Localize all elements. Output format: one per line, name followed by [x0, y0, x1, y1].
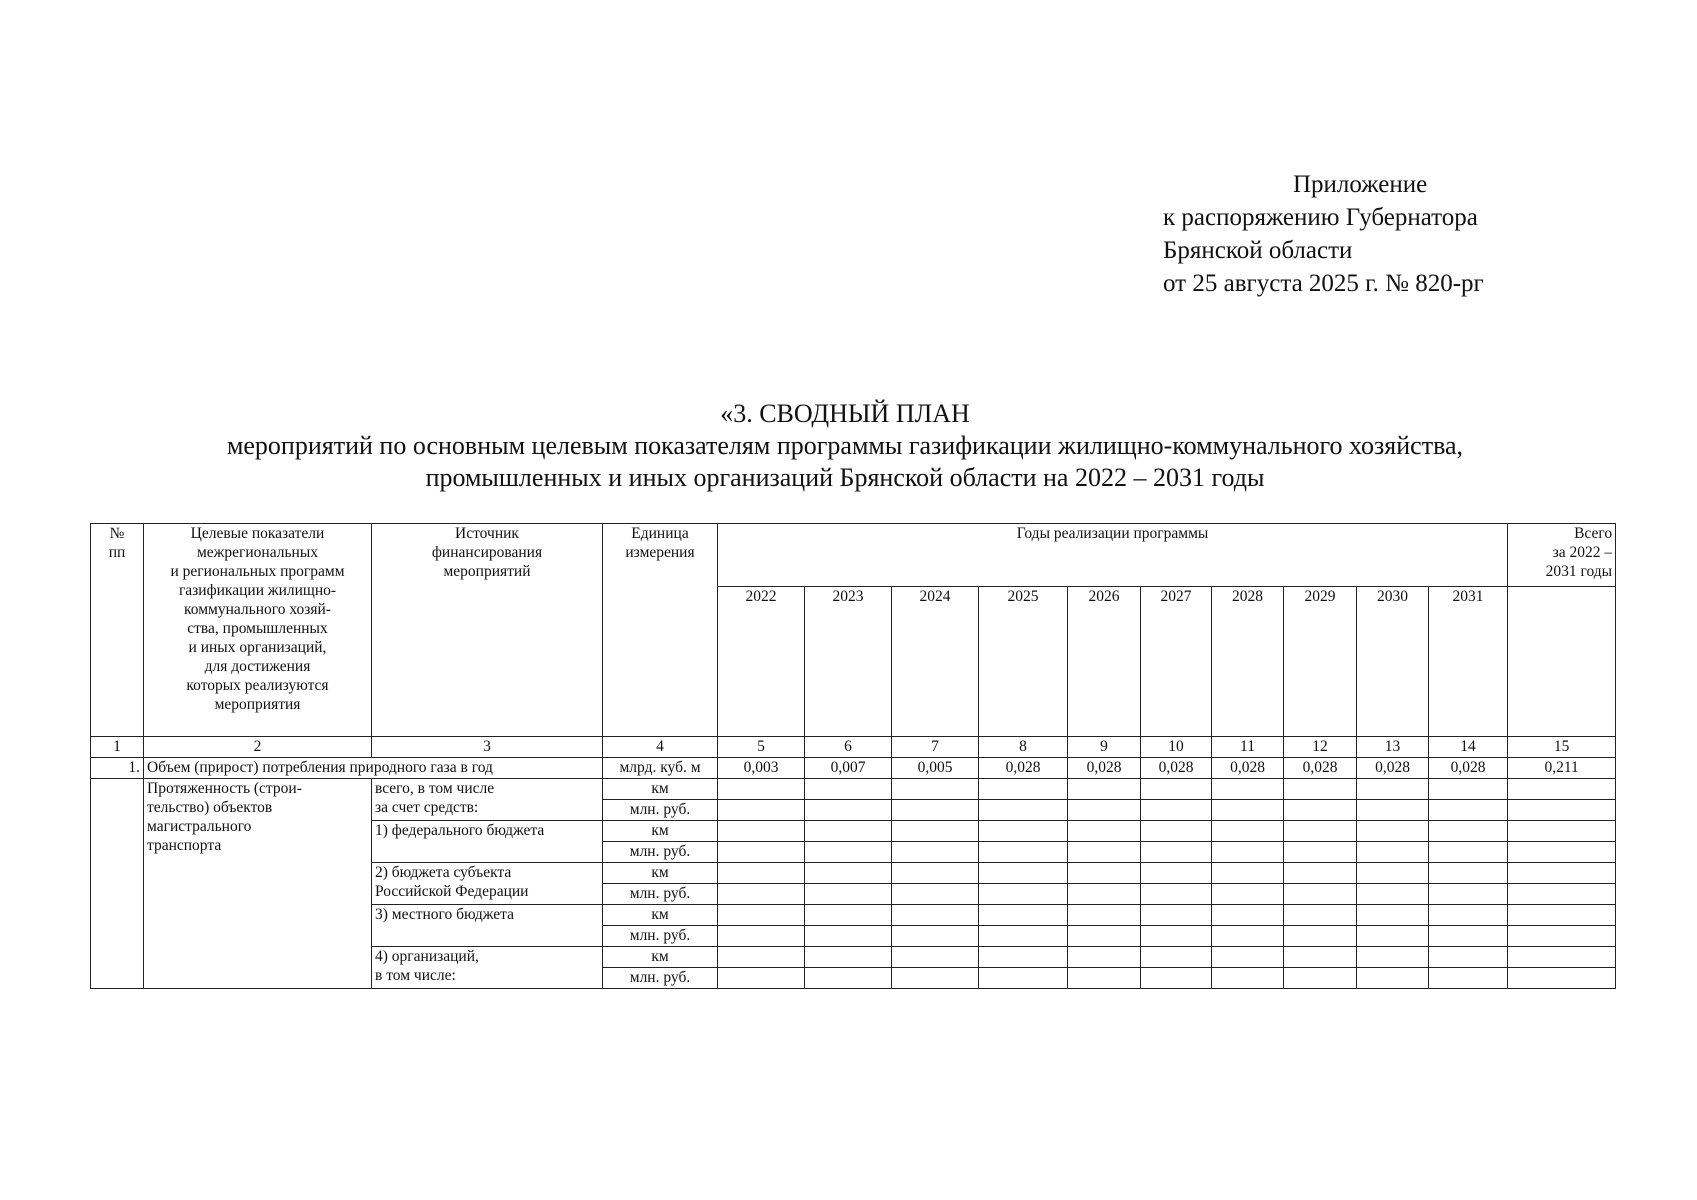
title-line: мероприятий по основным целевым показателям программы газификации жилищно-коммунального хозяйства,: [226, 431, 1464, 460]
empty-cell: [805, 884, 892, 905]
empty-cell: [1212, 863, 1284, 884]
total-cell: 0,211: [1508, 758, 1616, 779]
empty-cell: [1357, 905, 1429, 926]
empty-cell: [1141, 968, 1212, 989]
header-year: 2028: [1212, 587, 1284, 737]
empty-cell: [718, 968, 805, 989]
header-source: Источник финансирования мероприятий: [372, 524, 603, 737]
empty-cell: [1068, 884, 1141, 905]
empty-cell: [805, 947, 892, 968]
empty-cell: [1284, 821, 1357, 842]
empty-cell: [1212, 926, 1284, 947]
title-line: промышленных и иных организаций Брянской области на 2022 – 2031 годы: [425, 463, 1265, 492]
empty-cell: [979, 926, 1068, 947]
empty-cell: [1141, 884, 1212, 905]
empty-cell: [1357, 800, 1429, 821]
empty-cell: [718, 779, 805, 800]
empty-cell: [1508, 821, 1616, 842]
empty-cell: [1212, 968, 1284, 989]
empty-cell: [1068, 968, 1141, 989]
empty-cell: [1212, 800, 1284, 821]
document-title: [90, 398, 1600, 494]
empty-cell: [892, 800, 979, 821]
empty-cell: [1212, 884, 1284, 905]
empty-cell: [892, 884, 979, 905]
empty-cell: [979, 884, 1068, 905]
empty-cell: [1429, 884, 1508, 905]
value-cell: 0,028: [979, 758, 1068, 779]
table-row: [91, 779, 1616, 800]
empty-cell: [1357, 884, 1429, 905]
table-row: [91, 758, 1616, 779]
unit-cell: км: [603, 905, 718, 926]
empty-cell: [892, 926, 979, 947]
header-year: 2022: [718, 587, 805, 737]
empty-cell: [718, 863, 805, 884]
col-number: 12: [1284, 737, 1357, 758]
unit-cell: млн. руб.: [603, 968, 718, 989]
empty-cell: [1508, 884, 1616, 905]
header-year: 2029: [1284, 587, 1357, 737]
source-cell: 1) федерального бюджета: [372, 821, 603, 863]
empty-cell: [1068, 905, 1141, 926]
unit-cell: км: [603, 779, 718, 800]
empty-cell: [892, 821, 979, 842]
header-indicator: Целевые показатели межрегиональных и региональных программ газификации жилищно- коммунального хозяй- ства, промышленных и иных организаций, для достижения которых реализуются мероприятия: [144, 524, 372, 737]
empty-cell: [1357, 821, 1429, 842]
empty-cell: [1141, 779, 1212, 800]
empty-cell: [1141, 947, 1212, 968]
row-number: 1.: [91, 758, 144, 779]
appendix-line: Брянской области: [1163, 237, 1353, 264]
empty-cell: [1357, 926, 1429, 947]
empty-cell: [1429, 863, 1508, 884]
empty-cell: [1429, 821, 1508, 842]
unit-cell: млн. руб.: [603, 800, 718, 821]
header-year: 2031: [1429, 587, 1508, 737]
source-cell: 2) бюджета субъекта Российской Федерации: [372, 863, 603, 905]
value-cell: 0,007: [805, 758, 892, 779]
empty-cell: [1429, 905, 1508, 926]
empty-cell: [1429, 968, 1508, 989]
header-total-empty: [1508, 587, 1616, 737]
empty-cell: [1429, 947, 1508, 968]
empty-cell: [892, 968, 979, 989]
empty-cell: [1212, 821, 1284, 842]
empty-cell: [805, 842, 892, 863]
empty-cell: [718, 905, 805, 926]
header-year: 2030: [1357, 587, 1429, 737]
empty-cell: [718, 800, 805, 821]
value-cell: 0,028: [1284, 758, 1357, 779]
empty-cell: [1141, 800, 1212, 821]
empty-cell: [805, 779, 892, 800]
empty-cell: [805, 926, 892, 947]
value-cell: 0,028: [1212, 758, 1284, 779]
empty-cell: [1429, 800, 1508, 821]
col-number: 2: [144, 737, 372, 758]
empty-cell: [1141, 905, 1212, 926]
empty-cell: [1508, 926, 1616, 947]
header-num: № пп: [91, 524, 144, 737]
empty-cell: [892, 905, 979, 926]
empty-cell: [1508, 842, 1616, 863]
empty-cell: [1212, 842, 1284, 863]
empty-cell: [1141, 926, 1212, 947]
empty-cell: [1508, 905, 1616, 926]
empty-cell: [1068, 863, 1141, 884]
empty-cell: [1284, 884, 1357, 905]
source-cell: 3) местного бюджета: [372, 905, 603, 947]
empty-cell: [805, 863, 892, 884]
header-total: Всего за 2022 – 2031 годы: [1508, 524, 1616, 587]
appendix-block: [1163, 168, 1583, 300]
appendix-line: к распоряжению Губернатора: [1163, 204, 1478, 231]
empty-cell: [1429, 842, 1508, 863]
empty-cell: [1508, 863, 1616, 884]
appendix-title: Приложение: [1293, 171, 1428, 198]
empty-cell: [1357, 842, 1429, 863]
empty-cell: [1284, 947, 1357, 968]
empty-cell: [1212, 905, 1284, 926]
value-cell: 0,028: [1357, 758, 1429, 779]
row-label: Объем (прирост) потребления природного газа в год: [144, 758, 603, 779]
empty-cell: [1068, 926, 1141, 947]
empty-cell: [892, 947, 979, 968]
empty-cell: [1357, 779, 1429, 800]
col-number: 3: [372, 737, 603, 758]
header-year: 2027: [1141, 587, 1212, 737]
empty-cell: [1068, 821, 1141, 842]
header-years-group: Годы реализации программы: [718, 524, 1508, 587]
col-number: 5: [718, 737, 805, 758]
appendix-date-number: от 25 августа 2025 г. № 820-рг: [1163, 270, 1484, 297]
value-cell: 0,005: [892, 758, 979, 779]
col-number: 13: [1357, 737, 1429, 758]
empty-cell: [718, 884, 805, 905]
col-number: 6: [805, 737, 892, 758]
empty-cell: [1068, 800, 1141, 821]
header-year: 2026: [1068, 587, 1141, 737]
empty-cell: [1357, 863, 1429, 884]
source-cell: 4) организаций, в том числе:: [372, 947, 603, 989]
row-unit: млрд. куб. м: [603, 758, 718, 779]
empty-cell: [892, 779, 979, 800]
empty-cell: [1284, 905, 1357, 926]
empty-cell: [1357, 968, 1429, 989]
empty-cell: [1284, 779, 1357, 800]
unit-cell: км: [603, 863, 718, 884]
value-cell: 0,003: [718, 758, 805, 779]
empty-cell: [1141, 863, 1212, 884]
title-line: «3. СВОДНЫЙ ПЛАН: [720, 399, 970, 428]
empty-cell: [1508, 947, 1616, 968]
header-unit: Единица измерения: [603, 524, 718, 737]
header-year: 2025: [979, 587, 1068, 737]
value-cell: 0,028: [1141, 758, 1212, 779]
empty-cell: [1068, 842, 1141, 863]
source-cell: всего, в том числе за счет средств:: [372, 779, 603, 821]
col-number: 10: [1141, 737, 1212, 758]
empty-cell: [805, 800, 892, 821]
empty-cell: [718, 947, 805, 968]
empty-cell: [1508, 779, 1616, 800]
empty-cell: [718, 842, 805, 863]
empty-cell: [1429, 779, 1508, 800]
empty-cell: [1429, 926, 1508, 947]
empty-cell: [1141, 842, 1212, 863]
empty-cell: [1284, 800, 1357, 821]
empty-cell: [805, 905, 892, 926]
col-number: 9: [1068, 737, 1141, 758]
unit-cell: млн. руб.: [603, 926, 718, 947]
header-year: 2023: [805, 587, 892, 737]
value-cell: 0,028: [1429, 758, 1508, 779]
empty-cell: [979, 947, 1068, 968]
header-year: 2024: [892, 587, 979, 737]
empty-cell: [979, 863, 1068, 884]
empty-cell: [805, 821, 892, 842]
empty-cell: [892, 842, 979, 863]
empty-cell: [718, 821, 805, 842]
col-number: 7: [892, 737, 979, 758]
empty-cell: [1068, 779, 1141, 800]
empty-cell: [1284, 863, 1357, 884]
empty-cell: [1284, 926, 1357, 947]
empty-cell: [1141, 821, 1212, 842]
col-number: 1: [91, 737, 144, 758]
empty-cell: [979, 968, 1068, 989]
empty-cell: [979, 905, 1068, 926]
indicator-cell: Протяженность (строи- тельство) объектов магистрального транспорта: [144, 779, 372, 989]
empty-cell: [979, 821, 1068, 842]
empty-cell: [805, 968, 892, 989]
column-number-row: [91, 737, 1616, 758]
empty-cell: [1212, 947, 1284, 968]
empty-cell: [979, 779, 1068, 800]
col-number: 11: [1212, 737, 1284, 758]
empty-cell: [1212, 779, 1284, 800]
empty-cell: [1284, 842, 1357, 863]
row-number-empty: [91, 779, 144, 989]
unit-cell: км: [603, 821, 718, 842]
col-number: 15: [1508, 737, 1616, 758]
value-cell: 0,028: [1068, 758, 1141, 779]
unit-cell: км: [603, 947, 718, 968]
empty-cell: [979, 800, 1068, 821]
unit-cell: млн. руб.: [603, 842, 718, 863]
empty-cell: [1284, 968, 1357, 989]
empty-cell: [1357, 947, 1429, 968]
col-number: 14: [1429, 737, 1508, 758]
empty-cell: [1508, 800, 1616, 821]
empty-cell: [1068, 947, 1141, 968]
col-number: 8: [979, 737, 1068, 758]
empty-cell: [1508, 968, 1616, 989]
empty-cell: [892, 863, 979, 884]
empty-cell: [718, 926, 805, 947]
empty-cell: [979, 842, 1068, 863]
plan-table: [90, 523, 1616, 989]
unit-cell: млн. руб.: [603, 884, 718, 905]
col-number: 4: [603, 737, 718, 758]
